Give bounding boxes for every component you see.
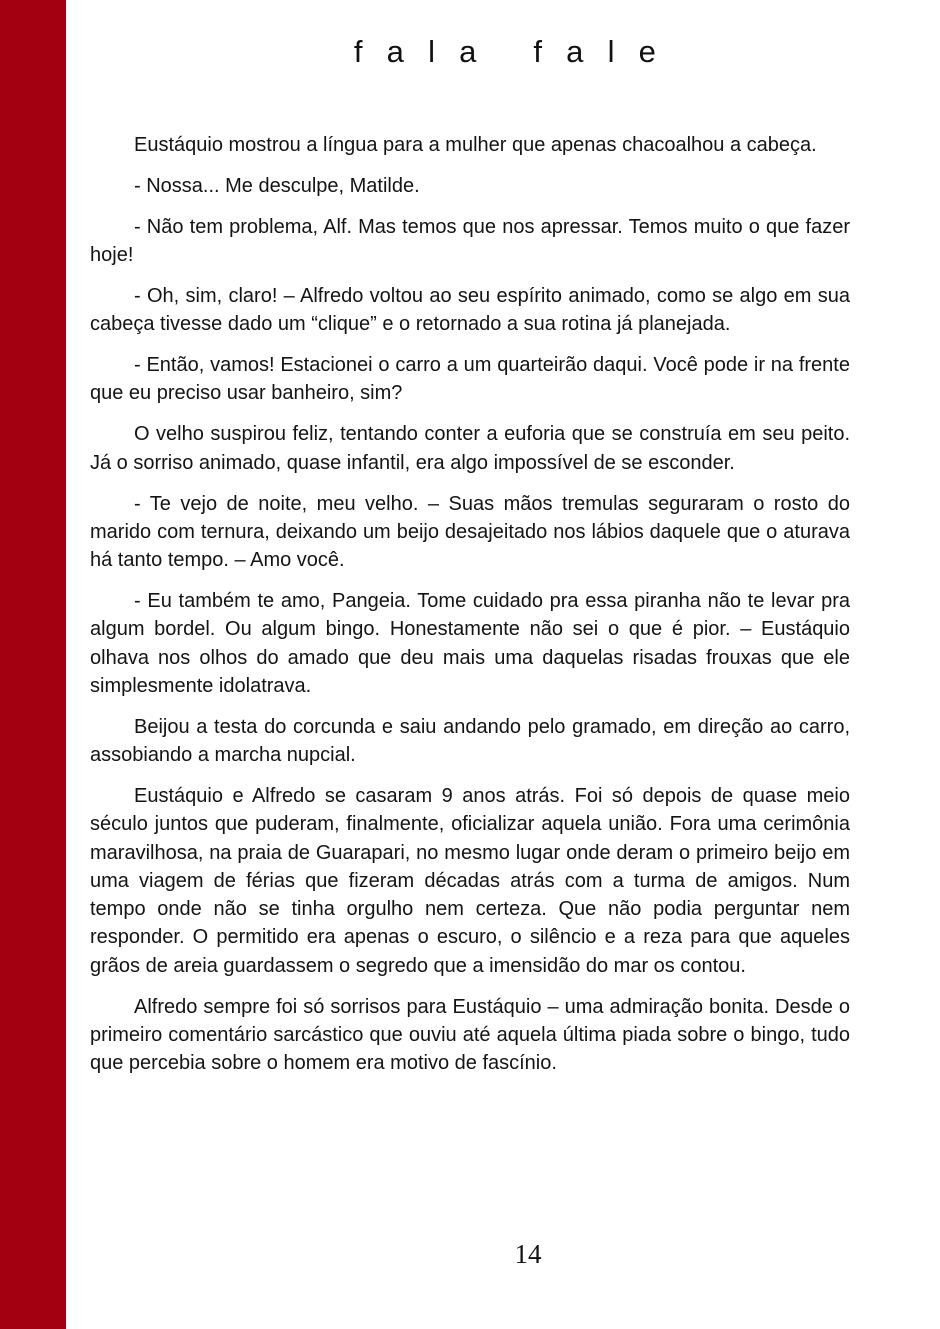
running-header-title: fala fale <box>353 34 681 69</box>
page-number: 14 <box>514 1239 542 1269</box>
paragraph: Eustáquio mostrou a língua para a mulher que apenas chacoalhou a cabeça. <box>134 134 817 156</box>
paragraph: - Te vejo de noite, meu velho. – Suas mãos tremulas seguraram o rosto do marido com ternura, deixando um beijo desajeitado nos lábios daquele que o aturava há tanto tempo. – Amo você. <box>90 492 850 572</box>
paragraph: Beijou a testa do corcunda e saiu andando pelo gramado, em direção ao carro, assobiando a marcha nupcial. <box>90 715 850 767</box>
paragraph: - Não tem problema, Alf. Mas temos que nos apressar. Temos muito o que fazer hoje! <box>90 215 850 267</box>
paragraph: - Então, vamos! Estacionei o carro a um quarteirão daqui. Você pode ir na frente que eu preciso usar banheiro, sim? <box>90 354 850 405</box>
body-text <box>90 131 850 1090</box>
paragraph: - Nossa... Me desculpe, Matilde. <box>134 174 420 197</box>
paragraph: Eustáquio e Alfredo se casaram 9 anos atrás. Foi só depois de quase meio século juntos que puderam, finalmente, oficializar aquela união. Fora uma cerimônia maravilhosa, na praia de Guarapari, no mesmo lugar onde deram o primeiro beijo em uma viagem de férias que fizeram décadas atrás com a turma de amigos. Num tempo onde não se tinha orgulho nem certeza. Que não podia perguntar nem responder. O permitido era apenas o escuro, o silêncio e a reza para que aqueles grãos de areia guardassem o segredo que a imensidão do mar os contou. <box>90 784 850 977</box>
paragraph: - Eu também te amo, Pangeia. Tome cuidado pra essa piranha não te levar pra algum bordel. Ou algum bingo. Honestamente não sei o que é pior. – Eustáquio olhava nos olhos do amado que deu mais uma daquelas risadas frouxas que ele simplesmente idolatrava. <box>90 590 850 697</box>
paragraph: Alfredo sempre foi só sorrisos para Eustáquio – uma admiração bonita. Desde o primeiro comentário sarcástico que ouviu até aquela última piada sobre o bingo, tudo que percebia sobre o homem era motivo de fascínio. <box>90 995 850 1075</box>
side-accent-bar <box>0 0 66 1329</box>
paragraph: O velho suspirou feliz, tentando conter a euforia que se construía em seu peito. Já o sorriso animado, quase infantil, era algo impossível de se esconder. <box>90 423 850 474</box>
paragraph: - Oh, sim, claro! – Alfredo voltou ao seu espírito animado, como se algo em sua cabeça tivesse dado um “clique” e o retornado a sua rotina já planejada. <box>90 284 850 336</box>
